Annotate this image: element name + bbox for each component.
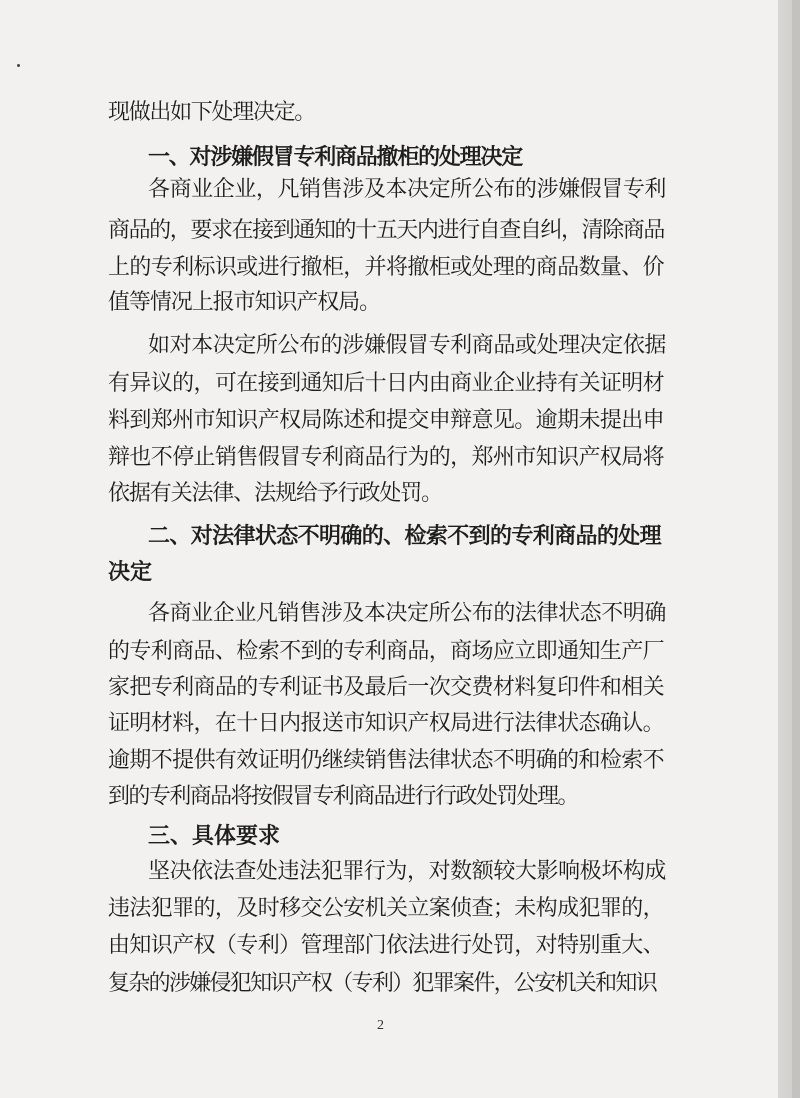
text-line: 违法犯罪的，及时移交公安机关立案侦查；未构成犯罪的， bbox=[108, 896, 664, 921]
text-line: 逾期不提供有效证明仍继续销售法律状态不明确的和检索不 bbox=[108, 748, 664, 773]
text-line: 料到郑州市知识产权局陈述和提交申辩意见。逾期未提出申 bbox=[108, 408, 664, 433]
section-heading-3: 三、具体要求 bbox=[148, 824, 280, 849]
scan-speck bbox=[17, 64, 20, 67]
section-heading-2-continued: 决定 bbox=[108, 560, 152, 585]
page-number: 2 bbox=[377, 1018, 384, 1033]
text-line: 现做出如下处理决定。 bbox=[108, 100, 315, 125]
text-line: 依据有关法律、法规给予行政处罚。 bbox=[108, 481, 442, 506]
text-line: 各商业企业凡销售涉及本决定所公布的法律状态不明确 bbox=[148, 601, 666, 626]
page-edge-border bbox=[792, 0, 800, 1098]
text-line: 商品的，要求在接到通知的十五天内进行自查自纠，清除商品 bbox=[108, 218, 664, 243]
text-line: 复杂的涉嫌侵犯知识产权（专利）犯罪案件，公安机关和知识 bbox=[108, 971, 656, 996]
text-line: 的专利商品、检索不到的专利商品，商场应立即通知生产厂 bbox=[108, 639, 664, 664]
text-line: 如对本决定所公布的涉嫌假冒专利商品或处理决定依据 bbox=[148, 333, 666, 358]
text-line: 家把专利商品的专利证书及最后一次交费材料复印件和相关 bbox=[108, 675, 664, 700]
section-heading-2: 二、对法律状态不明确的、检索不到的专利商品的处理 bbox=[148, 524, 661, 549]
text-line: 到的专利商品将按假冒专利商品进行行政处罚处理。 bbox=[108, 784, 578, 809]
text-line: 由知识产权（专利）管理部门依法进行处罚，对特别重大、 bbox=[108, 933, 664, 958]
text-line: 辩也不停止销售假冒专利商品行为的，郑州市知识产权局将 bbox=[108, 445, 664, 470]
text-line: 各商业企业，凡销售涉及本决定所公布的涉嫌假冒专利 bbox=[148, 177, 666, 202]
text-line: 上的专利标识或进行撤柜，并将撤柜或处理的商品数量、价 bbox=[108, 255, 664, 280]
text-line: 坚决依法查处违法犯罪行为，对数额较大影响极坏构成 bbox=[148, 859, 666, 884]
text-line: 有异议的，可在接到通知后十日内由商业企业持有关证明材 bbox=[108, 371, 664, 396]
text-line: 值等情况上报市知识产权局。 bbox=[108, 290, 380, 315]
text-line: 证明材料，在十日内报送市知识产权局进行法律状态确认。 bbox=[108, 711, 664, 736]
section-heading-1: 一、对涉嫌假冒专利商品撤柜的处理决定 bbox=[148, 145, 522, 170]
